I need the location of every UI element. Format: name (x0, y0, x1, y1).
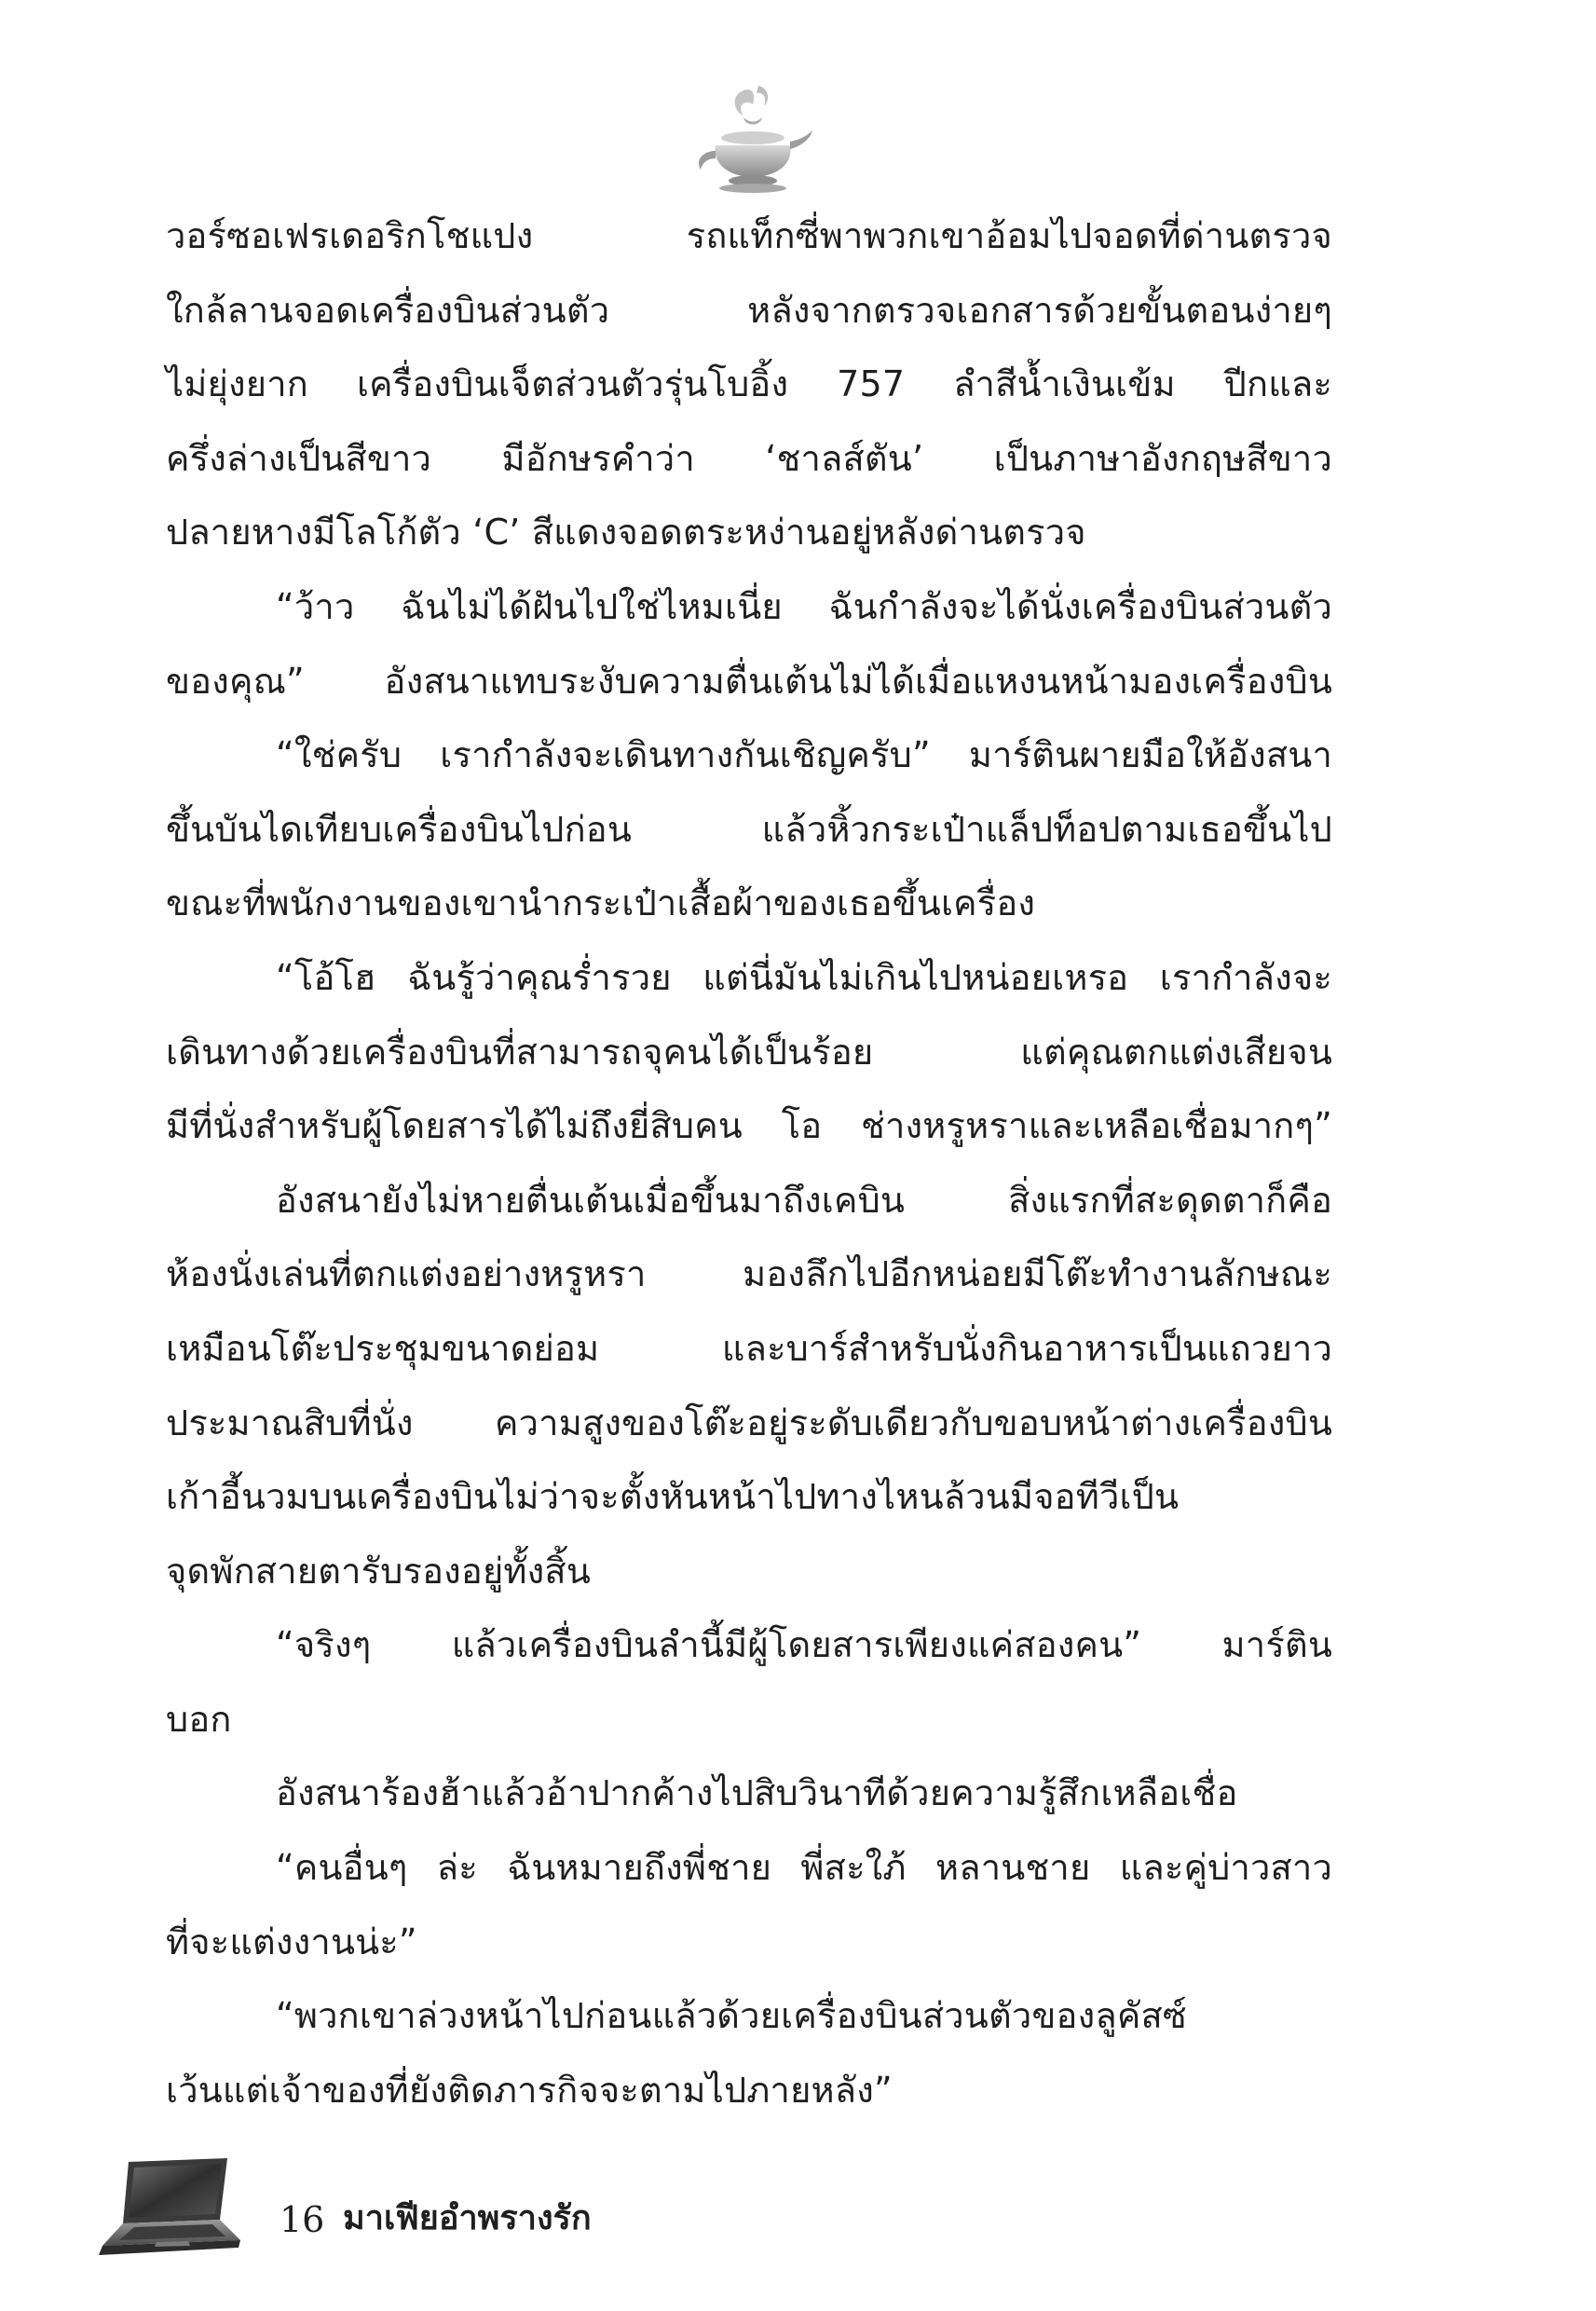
text-line: เว้นแต่เจ้าของที่ยังติดภารกิจจะตามไปภายหลัง” (166, 2069, 893, 2111)
page-number: 16 (280, 2199, 325, 2240)
text-line: เดินทางด้วยเครื่องบินที่สามารถจุคนได้เป็นร้อย แต่คุณตกแต่งเสียจน (166, 1031, 1332, 1073)
text-line: “โอ้โฮ ฉันรู้ว่าคุณร่ำรวย แต่นี่มันไม่เกินไปหน่อยเหรอ เรากำลังจะ (276, 956, 1332, 998)
text-line: มีที่นั่งสำหรับผู้โดยสารได้ไม่ถึงยี่สิบคน โอ ช่างหรูหราและเหลือเชื่อมากๆ” (166, 1105, 1332, 1147)
text-line: “ใช่ครับ เรากำลังจะเดินทางกันเชิญครับ” มาร์ตินผายมือให้อังสนา (276, 734, 1332, 776)
text-line: ขึ้นบันไดเทียบเครื่องบินไปก่อน แล้วหิ้วกระเป๋าแล็ปท็อปตามเธอขึ้นไป (166, 808, 1332, 850)
text-line: อังสนายังไม่หายตื่นเต้นเมื่อขึ้นมาถึงเคบิน สิ่งแรกที่สะดุดตาก็คือ (276, 1179, 1332, 1221)
text-line: ครึ่งล่างเป็นสีขาว มีอักษรคำว่า ‘ชาลส์ตัน’ เป็นภาษาอังกฤษสีขาว (166, 437, 1332, 479)
text-line: จุดพักสายตารับรองอยู่ทั้งสิ้น (166, 1550, 591, 1592)
text-line: วอร์ซอเฟรเดอริกโชแปง รถแท็กซี่พาพวกเขาอ้อมไปจอดที่ด่านตรวจ (166, 215, 1332, 256)
text-line: ห้องนั่งเล่นที่ตกแต่งอย่างหรูหรา มองลึกไปอีกหน่อยมีโต๊ะทำงานลักษณะ (166, 1253, 1332, 1295)
text-line: บอก (166, 1698, 232, 1740)
text-line: ใกล้ลานจอดเครื่องบินส่วนตัว หลังจากตรวจเอกสารด้วยขั้นตอนง่ายๆ (166, 289, 1332, 331)
text-line: ประมาณสิบที่นั่ง ความสูงของโต๊ะอยู่ระดับเดียวกับขอบหน้าต่างเครื่องบิน (166, 1402, 1332, 1443)
text-line: เก้าอี้นวมบนเครื่องบินไม่ว่าจะตั้งหันหน้าไปทางไหนล้วนมีจอทีวีเป็น (166, 1476, 1180, 1518)
laptop-icon (86, 2156, 242, 2277)
page-footer (86, 2156, 831, 2277)
text-line: ไม่ยุ่งยาก เครื่องบินเจ็ตส่วนตัวรุ่นโบอิ้ง 757 ลำสีน้ำเงินเข้ม ปีกและ (166, 363, 1332, 405)
text-line: ที่จะแต่งงานน่ะ” (166, 1921, 417, 1962)
text-line: ปลายหางมีโลโก้ตัว ‘C’ สีแดงจอดตระหง่านอยู่หลังด่านตรวจ (166, 512, 1086, 554)
text-line: ขณะที่พนักงานของเขานำกระเป๋าเสื้อผ้าของเธอขึ้นเครื่อง (166, 882, 1036, 924)
book-title: มาเฟียอำพรางรัก (343, 2199, 592, 2237)
text-line: “คนอื่นๆ ล่ะ ฉันหมายถึงพี่ชาย พี่สะใภ้ หลานชาย และคู่บ่าวสาว (276, 1847, 1332, 1889)
text-line: อังสนาร้องฮ้าแล้วอ้าปากค้างไปสิบวินาทีด้วยความรู้สึกเหลือเชื่อ (276, 1772, 1238, 1814)
text-line: “พวกเขาล่วงหน้าไปก่อนแล้วด้วยเครื่องบินส่วนตัวของลูคัสซ์ (276, 1995, 1187, 2037)
text-line: ของคุณ” อังสนาแทบระงับความตื่นเต้นไม่ได้เมื่อแหงนหน้ามองเครื่องบิน (166, 660, 1332, 702)
text-line: “จริงๆ แล้วเครื่องบินลำนี้มีผู้โดยสารเพียงแค่สองคน” มาร์ติน (276, 1624, 1332, 1666)
body-text (166, 199, 1332, 2127)
text-line: “ว้าว ฉันไม่ได้ฝันไปใช่ไหมเนี่ย ฉันกำลังจะได้นั่งเครื่องบินส่วนตัว (276, 585, 1332, 627)
text-line: เหมือนโต๊ะประชุมขนาดย่อม และบาร์สำหรับนั่งกินอาหารเป็นแถวยาว (166, 1327, 1332, 1369)
magic-lamp-icon (678, 80, 814, 194)
